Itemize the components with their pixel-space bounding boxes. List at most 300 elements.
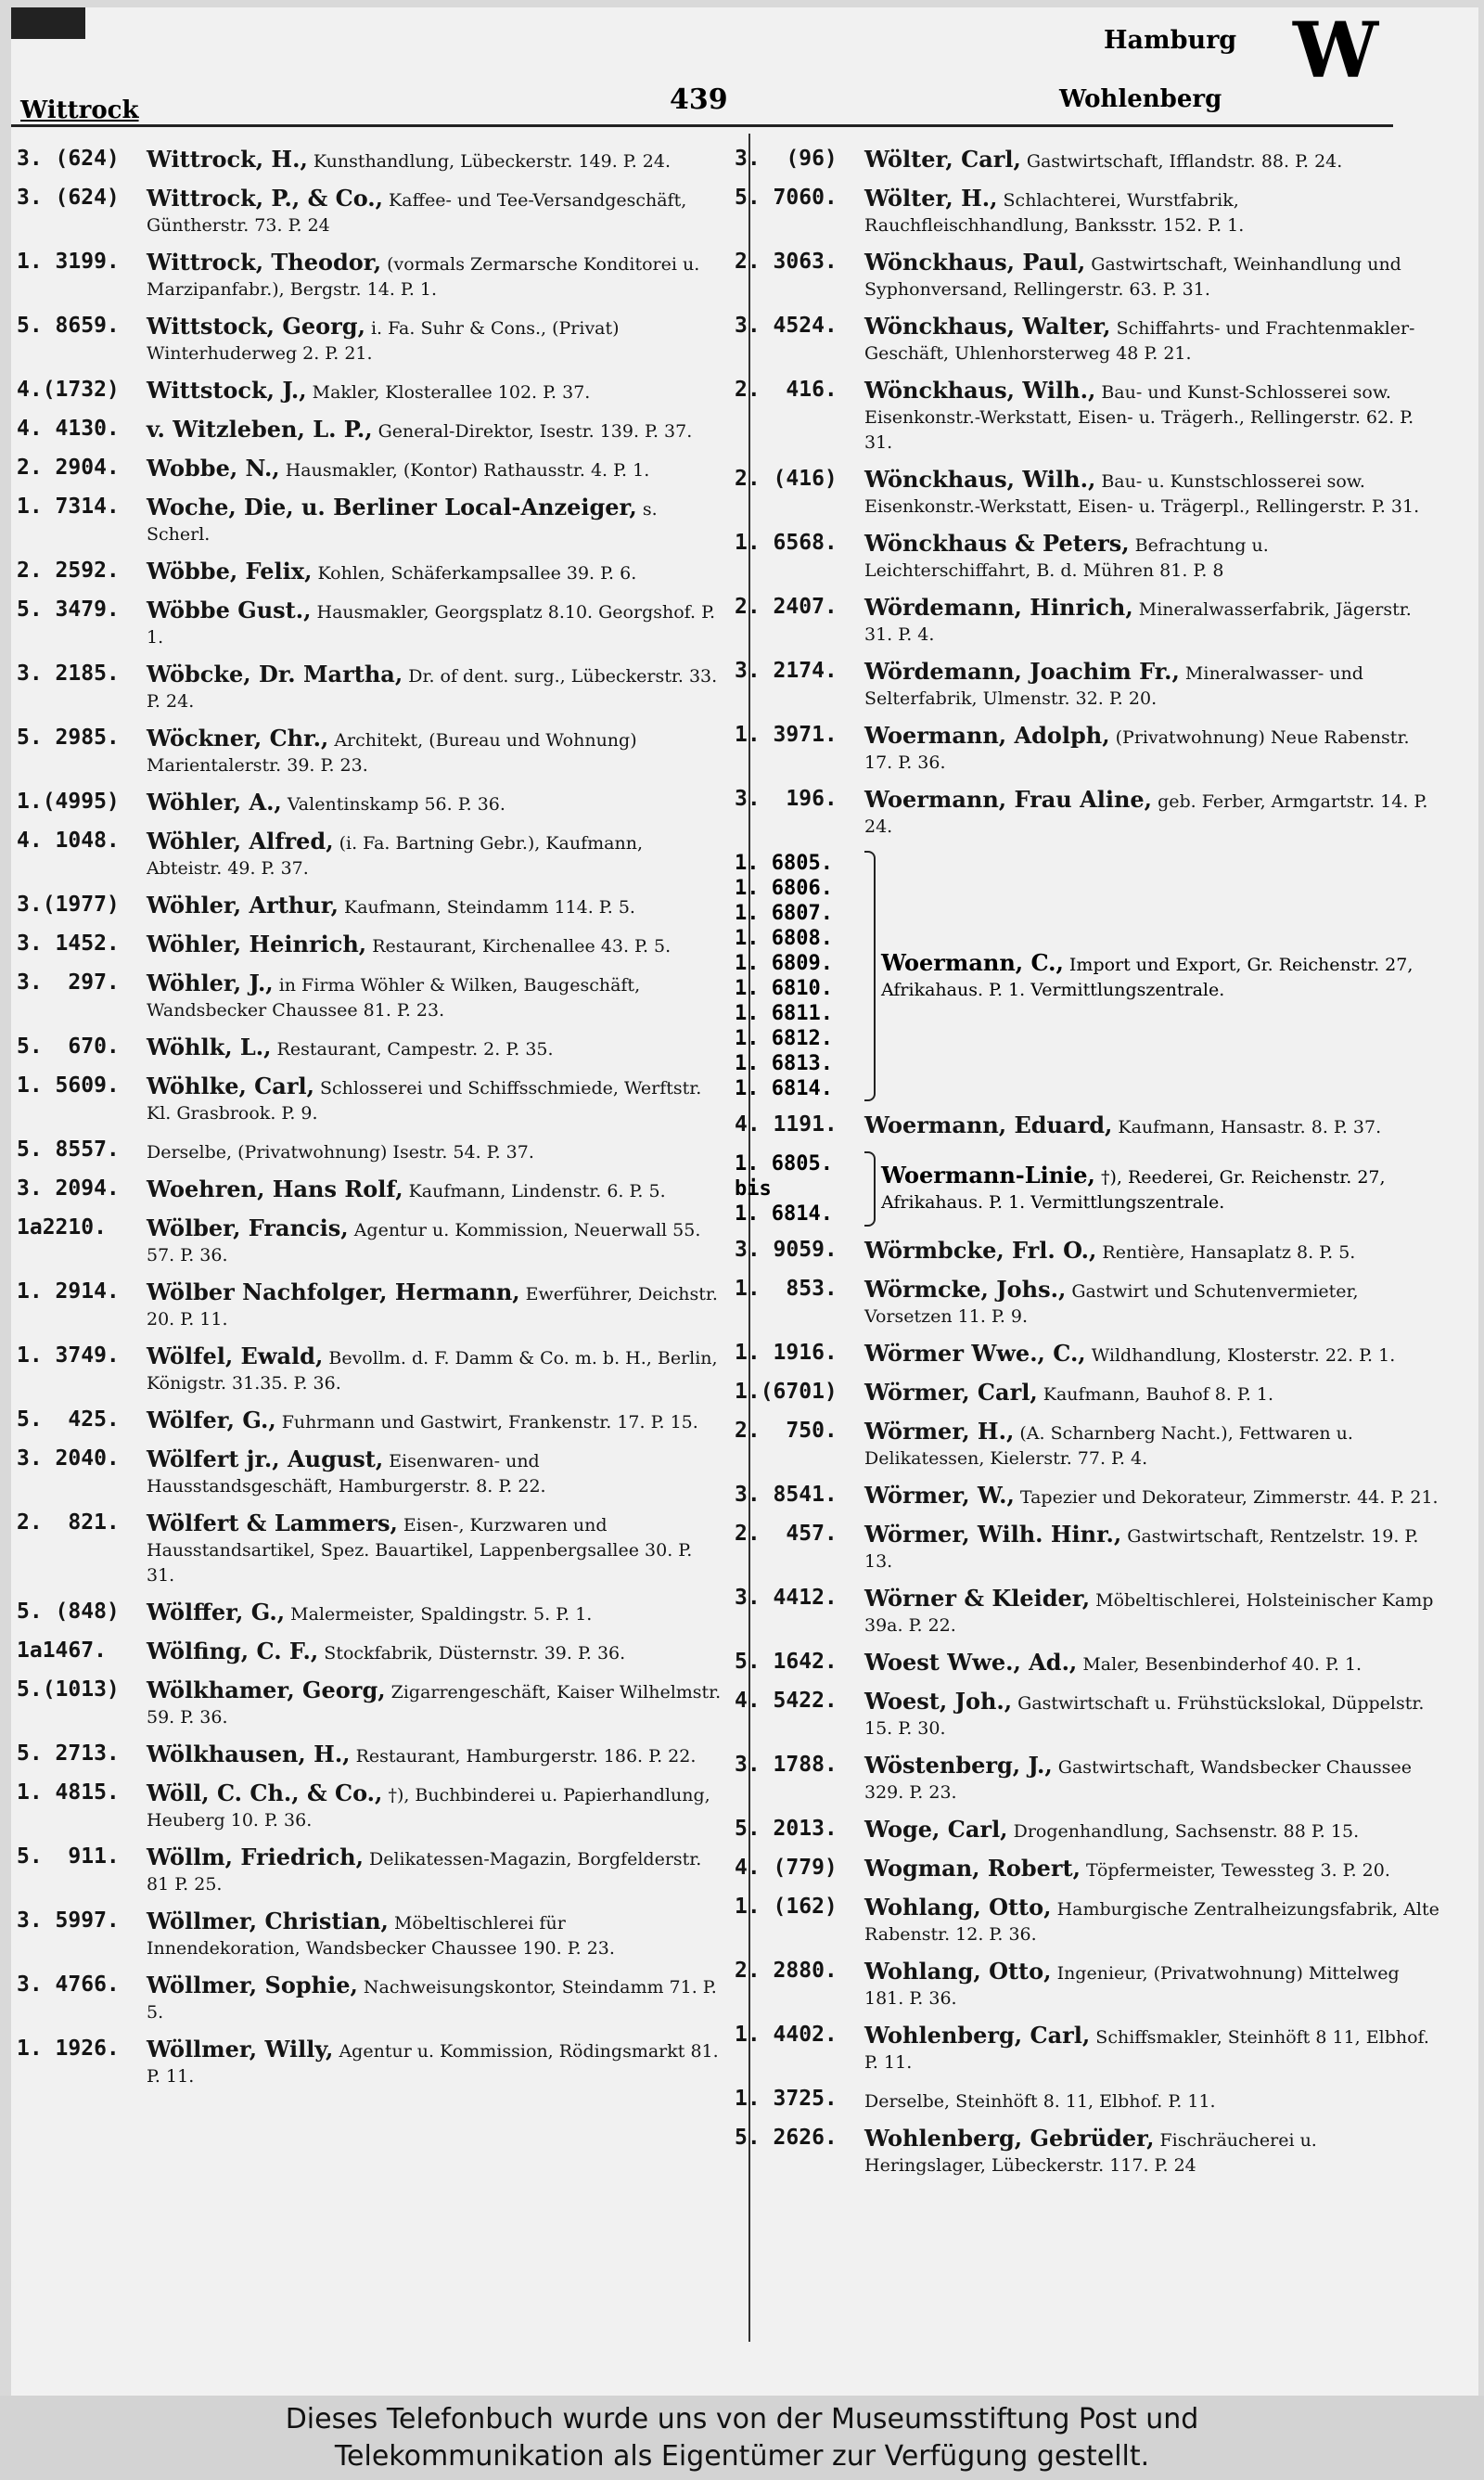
brace bbox=[864, 851, 876, 1101]
phone-number: 3. (624) bbox=[17, 186, 120, 210]
entry-body bbox=[864, 186, 1439, 238]
listing-entry bbox=[735, 1959, 1439, 2011]
listing-entry bbox=[735, 467, 1439, 520]
entry-name: Wöllm, Friedrich, bbox=[147, 1844, 364, 1870]
entry-body bbox=[864, 1895, 1439, 1947]
phone-number: 1. 6812. bbox=[735, 1027, 833, 1050]
woermann-c-group bbox=[735, 851, 1439, 1101]
phone-number: 4. (779) bbox=[735, 1856, 838, 1880]
phone-number: 4. 5422. bbox=[735, 1689, 838, 1713]
phone-number: 1. 3725. bbox=[735, 2087, 838, 2111]
phone-number: 4. 4130. bbox=[17, 417, 120, 441]
entry-name: Wörmcke, Johs., bbox=[864, 1276, 1067, 1303]
entry-body bbox=[864, 378, 1439, 456]
section-letter: W bbox=[1293, 7, 1379, 96]
entry-details: †), Buchbinderei u. Papierhandlung, Heuberg 10. P. 36. bbox=[147, 1785, 710, 1831]
phone-number: 1. 3749. bbox=[17, 1343, 120, 1368]
entry-name: Wöbbe Gust., bbox=[147, 597, 312, 623]
entry-body bbox=[864, 147, 1439, 174]
entry-details: Fischräucherei u. Heringslager, Lübeckerstr. 117. P. 24 bbox=[864, 2130, 1317, 2176]
phone-number: 4. 1048. bbox=[17, 829, 120, 853]
entry-body bbox=[147, 186, 722, 238]
entry-details: Mineralwasserfabrik, Jägerstr. 31. P. 4. bbox=[864, 599, 1412, 645]
entry-details: Agentur u. Kommission, Neuerwall 55. 57. P. 36. bbox=[147, 1220, 701, 1266]
footer-line-2: Telekommunikation als Eigentümer zur Verfügung gestellt. bbox=[334, 2440, 1150, 2473]
entry-details: Schlachterei, Wurstfabrik, Rauchfleischhandlung, Banksstr. 152. P. 1. bbox=[864, 190, 1245, 236]
phone-number: 1. 6807. bbox=[735, 902, 833, 925]
entry-name: Wölter, Carl, bbox=[864, 146, 1021, 173]
entry-body bbox=[147, 1176, 722, 1204]
phone-number: 1. 6568. bbox=[735, 531, 838, 555]
entry-body bbox=[864, 1238, 1439, 1266]
listing-entry bbox=[17, 1780, 722, 1833]
phone-number: 2. 2880. bbox=[735, 1959, 838, 1983]
listing-entry bbox=[735, 1380, 1439, 1407]
phone-number: 1. 6806. bbox=[735, 877, 833, 900]
entry-name: Wobbe, N., bbox=[147, 455, 280, 482]
entry-body bbox=[864, 659, 1439, 712]
entry-details: Kohlen, Schäferkampsallee 39. P. 6. bbox=[317, 563, 637, 584]
entry-name: Wohlenberg, Carl, bbox=[864, 2022, 1091, 2049]
right-column-part-a bbox=[735, 147, 1439, 840]
right-column bbox=[735, 147, 1439, 2190]
phone-number: 1.(6701) bbox=[735, 1380, 838, 1404]
entry-details: Nachweisungskontor, Steindamm 71. P. 5. bbox=[147, 1977, 717, 2023]
phone-number: 2. 821. bbox=[17, 1510, 120, 1535]
entry-body bbox=[864, 1817, 1439, 1844]
entry-body bbox=[147, 1215, 722, 1268]
entry-name: Wöhlk, L., bbox=[147, 1034, 272, 1060]
entry-body bbox=[147, 1073, 722, 1126]
phone-number: 5. 8557. bbox=[17, 1137, 120, 1162]
phone-number: 1. 5609. bbox=[17, 1073, 120, 1098]
entry-name: Wöckner, Chr., bbox=[147, 725, 329, 752]
entry-details: Maler, Besenbinderhof 40. P. 1. bbox=[1082, 1654, 1362, 1675]
entry-name: Wörmer, H., bbox=[864, 1418, 1015, 1445]
listing-entry bbox=[735, 1112, 1439, 1140]
entry-details: Makler, Klosterallee 102. P. 37. bbox=[312, 382, 591, 403]
phone-number: 2. 457. bbox=[735, 1522, 838, 1546]
entry-body bbox=[147, 1343, 722, 1396]
phone-number: 1. 4402. bbox=[735, 2023, 838, 2047]
entry-details: Kaufmann, Lindenstr. 6. P. 5. bbox=[408, 1181, 666, 1201]
entry-name: Wöhler, J., bbox=[147, 970, 274, 996]
listing-entry bbox=[17, 1600, 722, 1627]
entry-details: geb. Ferber, Armgartstr. 14. P. 24. bbox=[864, 791, 1428, 837]
phone-number: 1.(4995) bbox=[17, 790, 120, 814]
phone-number: 5. 2013. bbox=[735, 1817, 838, 1841]
entry-details: i. Fa. Suhr & Cons., (Privat) Winterhuderweg 2. P. 21. bbox=[147, 318, 620, 364]
phone-number: 3. (624) bbox=[17, 147, 120, 171]
entry-details: Kunsthandlung, Lübeckerstr. 149. P. 24. bbox=[313, 151, 672, 172]
entry-name: Wöhler, Alfred, bbox=[147, 828, 334, 855]
entry-name: Wölfert jr., August, bbox=[147, 1446, 384, 1472]
phone-number: 5. 1642. bbox=[735, 1650, 838, 1674]
listing-entry bbox=[735, 1856, 1439, 1883]
listing-entry bbox=[735, 1483, 1439, 1510]
entry-details: Gastwirtschaft u. Frühstückslokal, Düppelstr. 15. P. 30. bbox=[864, 1693, 1425, 1739]
entry-body bbox=[147, 662, 722, 714]
listing-entry bbox=[735, 1522, 1439, 1574]
listing-entry bbox=[735, 250, 1439, 302]
entry-details: Schiffsmakler, Steinhöft 8 11, Elbhof. P. 11. bbox=[864, 2027, 1429, 2073]
listing-entry bbox=[735, 1817, 1439, 1844]
entry-body bbox=[864, 787, 1439, 840]
entry-body bbox=[147, 147, 722, 174]
entry-body bbox=[147, 495, 722, 547]
entry-name: Wöhler, A., bbox=[147, 789, 282, 816]
entry-body bbox=[864, 467, 1439, 520]
entry-name: Woche, Die, u. Berliner Local-Anzeiger, bbox=[147, 494, 637, 520]
entry-body bbox=[147, 829, 722, 881]
entry-name: Wönckhaus, Paul, bbox=[864, 249, 1086, 276]
entry-body bbox=[147, 559, 722, 586]
phone-number: 2. 750. bbox=[735, 1419, 838, 1443]
listing-entry bbox=[17, 495, 722, 547]
phone-number: 1. 6809. bbox=[735, 952, 833, 975]
entry-name: Wördemann, Joachim Fr., bbox=[864, 658, 1180, 685]
entry-details: Gastwirtschaft, Ifflandstr. 88. P. 24. bbox=[1026, 151, 1343, 172]
entry-name: Wöhler, Arthur, bbox=[147, 892, 339, 919]
entry-details: Eisenwaren- und Hausstandsgeschäft, Hamburgerstr. 8. P. 22. bbox=[147, 1451, 546, 1497]
entry-details: Zigarrengeschäft, Kaiser Wilhelmstr. 59. P. 36. bbox=[147, 1682, 722, 1728]
entry-name: Wörmbcke, Frl. O., bbox=[864, 1237, 1097, 1264]
listing-entry bbox=[735, 1341, 1439, 1368]
entry-details: Bevollm. d. F. Damm & Co. m. b. H., Berlin, Königstr. 31.35. P. 36. bbox=[147, 1348, 718, 1394]
entry-body bbox=[864, 1650, 1439, 1677]
entry-name: Wölfer, G., bbox=[147, 1407, 276, 1433]
entry-body bbox=[864, 723, 1439, 776]
entry-body bbox=[864, 1856, 1439, 1883]
phone-number: 1. 6805. bbox=[735, 852, 833, 875]
phone-number: 1. 6811. bbox=[735, 1002, 833, 1025]
entry-details: Restaurant, Campestr. 2. P. 35. bbox=[276, 1039, 554, 1060]
entry-name: Wohlang, Otto, bbox=[864, 1958, 1052, 1985]
listing-entry bbox=[735, 1895, 1439, 1947]
listing-entry bbox=[735, 1586, 1439, 1638]
listing-entry bbox=[735, 2126, 1439, 2178]
entry-name: Wöllmer, Sophie, bbox=[147, 1972, 358, 1998]
entry-body bbox=[147, 1510, 722, 1588]
entry-details: Derselbe, (Privatwohnung) Isestr. 54. P. 37. bbox=[147, 1142, 534, 1163]
phone-number: 2. 416. bbox=[735, 378, 838, 402]
entry-name: Wönckhaus, Wilh., bbox=[864, 466, 1096, 493]
entry-body bbox=[147, 1638, 722, 1666]
entry-body bbox=[864, 1380, 1439, 1407]
phone-number: 5. 425. bbox=[17, 1407, 120, 1432]
listing-entry bbox=[17, 2037, 722, 2089]
entry-name: Wölfing, C. F., bbox=[147, 1638, 319, 1664]
entry-details: Restaurant, Kirchenallee 43. P. 5. bbox=[372, 936, 672, 957]
entry-details: Stockfabrik, Düsternstr. 39. P. 36. bbox=[324, 1643, 626, 1664]
listing-entry bbox=[735, 531, 1439, 584]
phone-number: 3. 196. bbox=[735, 787, 838, 811]
entry-body bbox=[147, 314, 722, 366]
phone-number: 1. 6813. bbox=[735, 1052, 833, 1075]
entry-body bbox=[147, 1780, 722, 1833]
entry-name: Wölfel, Ewald, bbox=[147, 1343, 324, 1369]
listing-entry bbox=[735, 1238, 1439, 1266]
entry-details: Befrachtung u. Leichterschiffahrt, B. d. Mühren 81. P. 8 bbox=[864, 535, 1269, 581]
entry-body bbox=[147, 1137, 722, 1165]
listing-entry bbox=[735, 378, 1439, 456]
entry-details: Gastwirtschaft, Weinhandlung und Syphonversand, Rellingerstr. 63. P. 31. bbox=[864, 254, 1401, 300]
entry-body bbox=[147, 726, 722, 778]
phone-number: 5. 2985. bbox=[17, 726, 120, 750]
woermann-linie-numbers bbox=[735, 1151, 864, 1227]
entry-body bbox=[864, 2023, 1439, 2075]
entry-name: Wöllmer, Willy, bbox=[147, 2036, 334, 2062]
entry-body bbox=[147, 598, 722, 650]
entry-details: Möbeltischlerei, Holsteinischer Kamp 39a. P. 22. bbox=[864, 1590, 1434, 1636]
listing-entry bbox=[17, 250, 722, 302]
entry-name: Wölfert & Lammers, bbox=[147, 1510, 398, 1536]
listing-entry bbox=[735, 595, 1439, 648]
city-header: Hamburg bbox=[1104, 26, 1237, 55]
entry-details: Drogenhandlung, Sachsenstr. 88 P. 15. bbox=[1013, 1821, 1360, 1842]
listing-entry bbox=[17, 893, 722, 920]
listing-entry bbox=[735, 2087, 1439, 2114]
entry-body bbox=[147, 1446, 722, 1499]
entry-name: Wörmer, W., bbox=[864, 1482, 1015, 1509]
entry-name: Wittstock, Georg, bbox=[147, 313, 365, 340]
entry-name: Woge, Carl, bbox=[864, 1816, 1008, 1843]
entry-name: Wörner & Kleider, bbox=[864, 1585, 1091, 1612]
entry-body bbox=[147, 893, 722, 920]
entry-name: Wöllmer, Christian, bbox=[147, 1908, 389, 1934]
entry-name: Woehren, Hans Rolf, bbox=[147, 1176, 403, 1202]
phone-number: 4.(1732) bbox=[17, 378, 120, 402]
phone-number: 3. 8541. bbox=[735, 1483, 838, 1507]
phone-number: 5. 7060. bbox=[735, 186, 838, 210]
entry-details: Ewerführer, Deichstr. 20. P. 11. bbox=[147, 1284, 718, 1330]
listing-entry bbox=[17, 598, 722, 650]
phone-number: 1a1467. bbox=[17, 1638, 107, 1663]
phone-number: 1. 6814. bbox=[735, 1077, 833, 1100]
listing-entry bbox=[735, 787, 1439, 840]
right-header-word: Wohlenberg bbox=[1059, 85, 1222, 113]
listing-entry bbox=[17, 1844, 722, 1897]
entry-body bbox=[147, 932, 722, 959]
entry-details: Kaffee- und Tee-Versandgeschäft, Güntherstr. 73. P. 24 bbox=[147, 190, 687, 236]
listing-entry bbox=[17, 1446, 722, 1499]
listing-entry bbox=[735, 1419, 1439, 1471]
listing-entry bbox=[17, 147, 722, 174]
footer-line-1: Dieses Telefonbuch wurde uns von der Museumsstiftung Post und bbox=[285, 2403, 1199, 2435]
entry-details: (Privatwohnung) Neue Rabenstr. 17. P. 36. bbox=[864, 727, 1410, 773]
phone-number: 3. 1788. bbox=[735, 1753, 838, 1777]
entry-details: Töpfermeister, Tewessteg 3. P. 20. bbox=[1086, 1860, 1390, 1881]
entry-body bbox=[864, 595, 1439, 648]
phone-number: 3. 2185. bbox=[17, 662, 120, 686]
entry-name: Wörmer Wwe., C., bbox=[864, 1340, 1086, 1367]
listing-entry bbox=[17, 932, 722, 959]
listing-entry bbox=[735, 1650, 1439, 1677]
entry-name: Wöstenberg, J., bbox=[864, 1752, 1053, 1779]
entry-details: Architekt, (Bureau und Wohnung) Marientalerstr. 39. P. 23. bbox=[147, 730, 637, 776]
listing-entry bbox=[17, 1908, 722, 1961]
phone-number: 3. (96) bbox=[735, 147, 838, 171]
entry-name: Woermann, Frau Aline, bbox=[864, 786, 1153, 813]
entry-details: (vormals Zermarsche Konditorei u. Marzipanfabr.), Bergstr. 14. P. 1. bbox=[147, 254, 700, 300]
entry-body bbox=[147, 1844, 722, 1897]
phone-number: 3. 4524. bbox=[735, 314, 838, 338]
phone-number: 2. 2904. bbox=[17, 456, 120, 480]
phone-number: 5. (848) bbox=[17, 1600, 120, 1624]
scan-edge-bar bbox=[11, 7, 85, 39]
entry-details: (i. Fa. Bartning Gebr.), Kaufmann, Abteistr. 49. P. 37. bbox=[147, 833, 643, 879]
listing-entry bbox=[17, 1510, 722, 1588]
entry-name: Wöll, C. Ch., & Co., bbox=[147, 1780, 383, 1806]
phone-number: 1. 6805. bbox=[735, 1152, 833, 1176]
entry-body bbox=[864, 1341, 1439, 1368]
phone-number: 1a2210. bbox=[17, 1215, 107, 1240]
entry-body bbox=[147, 1908, 722, 1961]
entry-name: Wohlenberg, Gebrüder, bbox=[864, 2125, 1155, 2152]
entry-details: (A. Scharnberg Nacht.), Fettwaren u. Delikatessen, Kielerstr. 77. P. 4. bbox=[864, 1423, 1353, 1469]
entry-details: Import und Export, Gr. Reichenstr. 27, Afrikahaus. P. 1. Vermittlungszentrale. bbox=[881, 954, 1414, 1000]
entry-body bbox=[864, 314, 1439, 366]
entry-body bbox=[864, 1753, 1439, 1805]
listing-entry bbox=[735, 2023, 1439, 2075]
entry-details: Wildhandlung, Klosterstr. 22. P. 1. bbox=[1091, 1345, 1396, 1366]
phone-number: 2. (416) bbox=[735, 467, 838, 491]
phone-number: 1. 1916. bbox=[735, 1341, 838, 1365]
entry-name: Wöhlke, Carl, bbox=[147, 1073, 314, 1099]
entry-name: Woermann, Adolph, bbox=[864, 722, 1110, 749]
entry-name: Wittstock, J., bbox=[147, 377, 307, 404]
entry-body bbox=[864, 1586, 1439, 1638]
entry-body bbox=[864, 1112, 1439, 1140]
entry-details: Malermeister, Spaldingstr. 5. P. 1. bbox=[290, 1604, 593, 1625]
phone-number: 3. 1452. bbox=[17, 932, 120, 956]
entry-details: Kaufmann, Bauhof 8. P. 1. bbox=[1043, 1384, 1274, 1405]
phone-number: 2. 3063. bbox=[735, 250, 838, 274]
phone-number: 5. 2713. bbox=[17, 1741, 120, 1766]
entry-name: Woest, Joh., bbox=[864, 1688, 1013, 1715]
listing-entry bbox=[17, 1741, 722, 1769]
entry-body bbox=[864, 1522, 1439, 1574]
entry-body bbox=[864, 1277, 1439, 1330]
listing-entry bbox=[735, 659, 1439, 712]
listing-entry bbox=[17, 1638, 722, 1666]
entry-name: Woest Wwe., Ad., bbox=[864, 1649, 1078, 1676]
directory-page bbox=[11, 7, 1478, 2396]
phone-number: 5. 670. bbox=[17, 1034, 120, 1059]
listing-entry bbox=[17, 456, 722, 483]
entry-details: Restaurant, Hamburgerstr. 186. P. 22. bbox=[355, 1746, 697, 1767]
listing-entry bbox=[735, 1689, 1439, 1741]
left-column bbox=[17, 147, 722, 2101]
listing-entry bbox=[17, 378, 722, 405]
entry-details: Gastwirtschaft, Rentzelstr. 19. P. 13. bbox=[864, 1526, 1419, 1572]
entry-body bbox=[147, 970, 722, 1023]
entry-details: General-Direktor, Isestr. 139. P. 37. bbox=[377, 421, 693, 442]
entry-details: Gastwirtschaft, Wandsbecker Chaussee 329. P. 23. bbox=[864, 1757, 1413, 1803]
listing-entry bbox=[17, 970, 722, 1023]
right-column-part-b bbox=[735, 1112, 1439, 1140]
entry-body bbox=[147, 1741, 722, 1769]
entry-body bbox=[147, 1034, 722, 1062]
phone-number: 1. 6810. bbox=[735, 977, 833, 1000]
listing-entry bbox=[17, 662, 722, 714]
entry-body bbox=[147, 456, 722, 483]
entry-body bbox=[864, 1483, 1439, 1510]
entry-name: Wönckhaus, Wilh., bbox=[864, 377, 1096, 404]
listing-entry bbox=[17, 790, 722, 817]
phone-number: bis bbox=[735, 1177, 772, 1201]
phone-number: 5. 911. bbox=[17, 1844, 120, 1869]
phone-number: 3. 4766. bbox=[17, 1972, 120, 1997]
phone-number: 3. 4412. bbox=[735, 1586, 838, 1610]
phone-number: 1. (162) bbox=[735, 1895, 838, 1919]
entry-name: Wöhler, Heinrich, bbox=[147, 931, 367, 957]
entry-body bbox=[864, 1959, 1439, 2011]
entry-body bbox=[147, 1600, 722, 1627]
entry-body bbox=[864, 1689, 1439, 1741]
phone-number: 1. 1926. bbox=[17, 2037, 120, 2061]
right-column-part-c bbox=[735, 1238, 1439, 2178]
listing-entry bbox=[17, 1343, 722, 1396]
phone-number: 1. 7314. bbox=[17, 495, 120, 519]
woermann-linie-text bbox=[881, 1151, 1439, 1227]
woermann-c-numbers bbox=[735, 851, 864, 1101]
phone-number: 3. 2040. bbox=[17, 1446, 120, 1471]
listing-entry bbox=[735, 1277, 1439, 1330]
listing-entry bbox=[17, 1137, 722, 1165]
phone-number: 1. 4815. bbox=[17, 1780, 120, 1805]
entry-body bbox=[147, 1972, 722, 2025]
listing-entry bbox=[735, 314, 1439, 366]
entry-name: Wölter, H., bbox=[864, 185, 998, 212]
listing-entry bbox=[17, 1677, 722, 1730]
listing-entry bbox=[17, 1215, 722, 1268]
listing-entry bbox=[17, 1176, 722, 1204]
entry-details: Rentière, Hansaplatz 8. P. 5. bbox=[1102, 1242, 1356, 1263]
entry-details: Eisen-, Kurzwaren und Hausstandsartikel, Spez. Bauartikel, Lappenbergsallee 30. P. 31. bbox=[147, 1515, 693, 1586]
entry-details: Ingenieur, (Privatwohnung) Mittelweg 181. P. 36. bbox=[864, 1963, 1400, 2009]
entry-body bbox=[147, 2037, 722, 2089]
entry-details: Bau- und Kunst-Schlosserei sow. Eisenkonstr.-Werkstatt, Eisen- u. Trägerh., Rellingerstr. 62. P. 31. bbox=[864, 382, 1414, 453]
entry-details: Valentinskamp 56. P. 36. bbox=[287, 794, 505, 815]
entry-body bbox=[147, 1279, 722, 1332]
entry-details: Kaufmann, Hansastr. 8. P. 37. bbox=[1118, 1117, 1382, 1137]
phone-number: 5. 2626. bbox=[735, 2126, 838, 2150]
entry-details: Bau- u. Kunstschlosserei sow. Eisenkonstr.-Werkstatt, Eisen- u. Trägerpl., Rellingerstr. P. 31. bbox=[864, 471, 1420, 517]
entry-name: Wölkhamer, Georg, bbox=[147, 1677, 386, 1703]
phone-number: 2. 2592. bbox=[17, 559, 120, 583]
entry-name: Woermann-Linie, bbox=[881, 1162, 1095, 1189]
listing-entry bbox=[17, 1034, 722, 1062]
entry-body bbox=[864, 2087, 1439, 2114]
phone-number: 1. 6814. bbox=[735, 1202, 833, 1226]
entry-name: Wohlang, Otto, bbox=[864, 1894, 1052, 1921]
entry-details: Gastwirt und Schutenvermieter, Vorsetzen 11. P. 9. bbox=[864, 1281, 1359, 1327]
entry-name: Wörmer, Wilh. Hinr., bbox=[864, 1521, 1122, 1548]
listing-entry bbox=[17, 1407, 722, 1435]
entry-body bbox=[147, 378, 722, 405]
left-header-word: Wittrock bbox=[20, 96, 139, 124]
listing-entry bbox=[17, 1279, 722, 1332]
page-number: 439 bbox=[670, 84, 728, 116]
entry-name: Woermann, Eduard, bbox=[864, 1112, 1113, 1138]
woermann-c-text bbox=[881, 851, 1439, 1101]
entry-name: Wittrock, Theodor, bbox=[147, 249, 382, 276]
entry-body bbox=[147, 417, 722, 444]
entry-details: s. Scherl. bbox=[147, 499, 658, 545]
listing-entry bbox=[17, 314, 722, 366]
entry-details: Hausmakler, (Kontor) Rathausstr. 4. P. 1. bbox=[285, 460, 650, 481]
